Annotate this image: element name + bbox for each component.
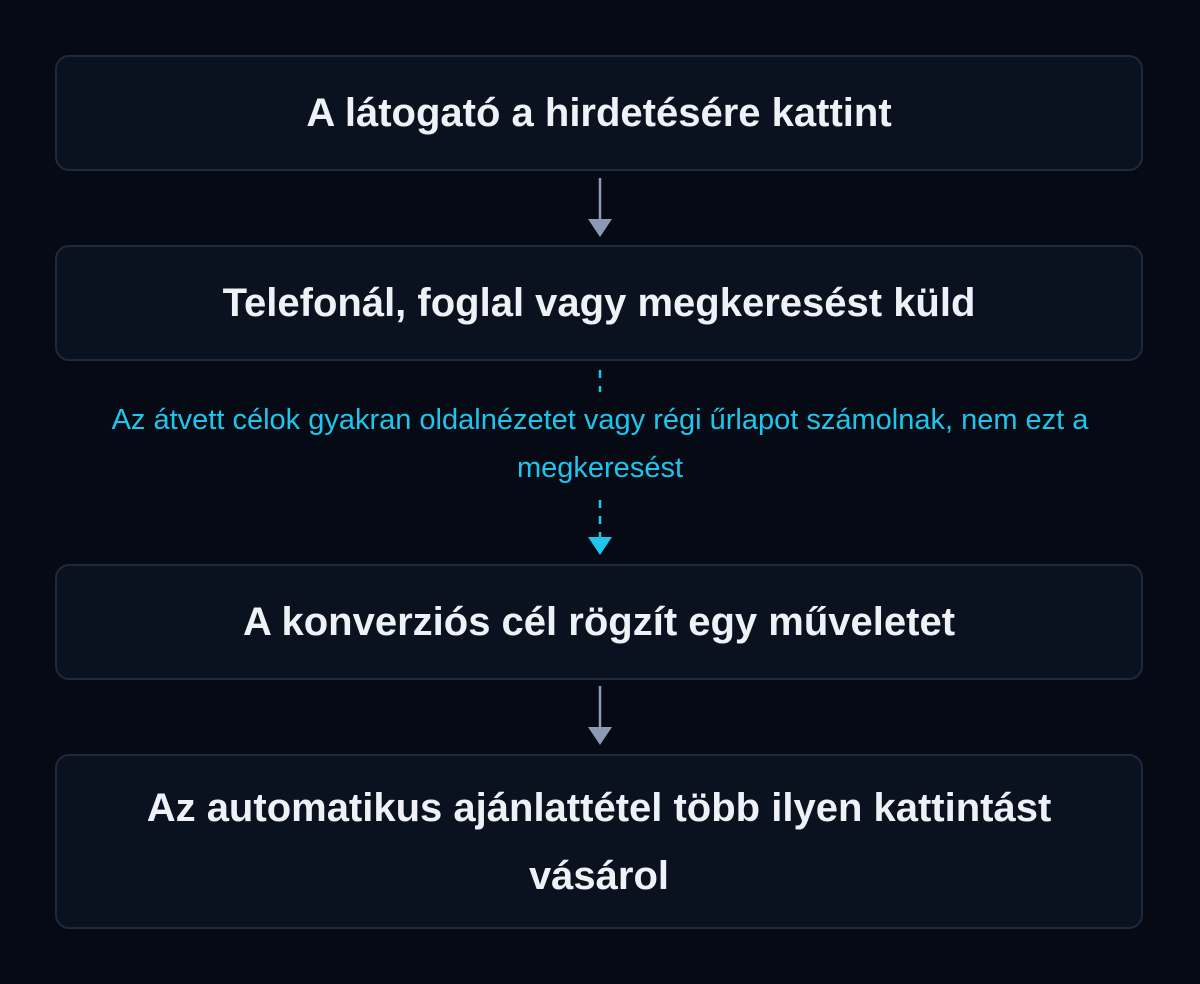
flow-step-label: A látogató a hirdetésére kattint xyxy=(306,91,892,135)
flow-arrow-solid xyxy=(586,686,614,748)
flow-step-contact xyxy=(55,245,1143,361)
flow-step-conversion xyxy=(55,564,1143,680)
flow-step-label: A konverziós cél rögzít egy műveletet xyxy=(242,600,956,644)
flow-step-label: Telefonál, foglal vagy megkeresést küld xyxy=(222,281,976,325)
flow-arrow-dashed xyxy=(586,496,614,558)
flow-step-click xyxy=(55,55,1143,171)
flow-step-label: Az automatikus ajánlattétel több ilyen kattintást vásárol xyxy=(146,785,1052,898)
flow-arrow-solid xyxy=(586,178,614,240)
flow-step-bidding xyxy=(55,754,1143,929)
flow-arrow-dashed-top xyxy=(586,366,614,396)
gap-note: Az átvett célok gyakran oldalnézetet vagy régi űrlapot számolnak, nem ezt a megkeresést xyxy=(111,404,1089,484)
